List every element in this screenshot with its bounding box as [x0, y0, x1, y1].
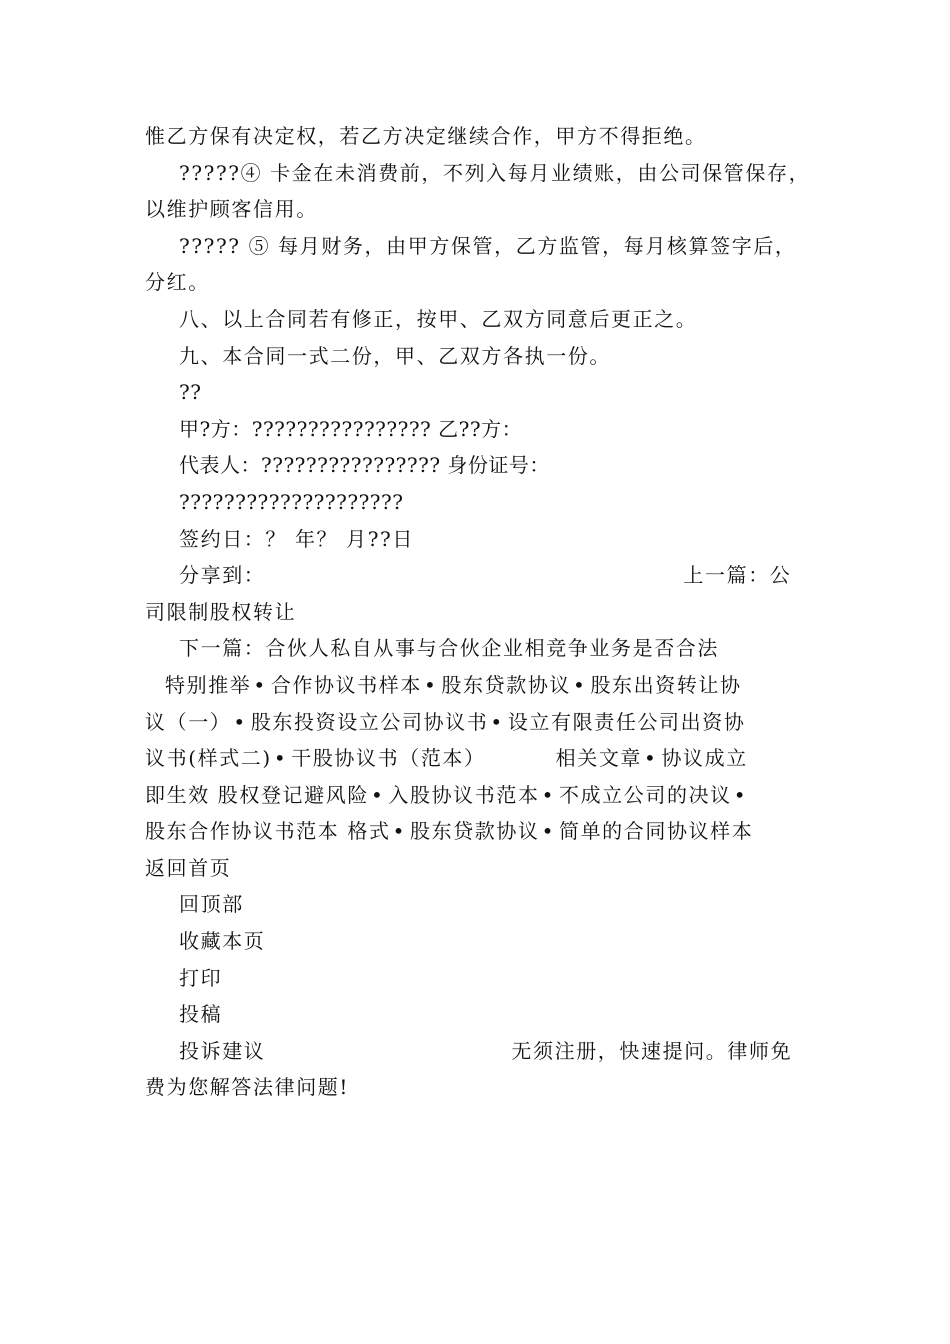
submit-article-link[interactable]: 投稿 [179, 1002, 223, 1027]
related-item[interactable]: 股东贷款协议 [409, 819, 540, 844]
related-label: 相关文章 [555, 746, 643, 771]
recommend-item[interactable]: 议（一） [145, 709, 232, 734]
related-item[interactable]: 即生效 股权登记避风险 [145, 782, 369, 807]
bullet: • [370, 782, 385, 807]
paragraph-line: 惟乙方保有决定权，若乙方决定继续合作，甲方不得拒绝。 [145, 124, 707, 148]
id-number-label: 身份证号： [447, 453, 550, 478]
bullet: • [573, 672, 587, 697]
recommend-item[interactable]: 股东出资转让协 [590, 672, 742, 697]
complaint-line [145, 1033, 807, 1070]
recommend-item[interactable]: 议书(样式二) [145, 746, 272, 771]
clause-nine: 九、本合同一式二份，甲、乙双方各执一份。 [179, 343, 611, 368]
signature-party-line [145, 411, 807, 448]
related-item[interactable]: 股东合作协议书范本 格式 [145, 819, 391, 844]
related-item[interactable]: 入股协议书范本 [388, 782, 540, 807]
share-label: 分享到： [179, 563, 266, 588]
related-item[interactable]: 简单的合同协议样本 [558, 819, 754, 844]
bullet: • [392, 819, 406, 844]
blank-line: ?? [179, 380, 202, 405]
clause-eight: 八、以上合同若有修正，按甲、乙双方同意后更正之。 [179, 306, 698, 331]
id-number-value: ???????????????????? [179, 489, 404, 514]
bullet: • [733, 782, 748, 807]
next-article-link[interactable]: 下一篇：合伙人私自从事与合伙企业相竞争业务是否合法 [179, 636, 719, 661]
recommend-line-3 [145, 740, 807, 777]
prev-article-link[interactable]: 上一篇：公 [683, 563, 792, 588]
promo-text-cont: 费为您解答法律问题! [145, 1075, 350, 1100]
recommend-line-1 [145, 667, 807, 704]
related-line-1 [145, 777, 807, 814]
home-link[interactable]: 返回首页 [145, 855, 232, 880]
related-item[interactable]: 不成立公司的决议 [558, 782, 732, 807]
related-line-2 [145, 813, 807, 850]
print-link[interactable]: 打印 [179, 965, 223, 990]
bullet: • [541, 819, 555, 844]
recommend-line-2 [145, 704, 807, 741]
recommend-item[interactable]: 合作协议书样本 [270, 672, 423, 697]
bullet: • [233, 709, 247, 734]
document-body [145, 118, 811, 1106]
bullet: • [424, 672, 438, 697]
bullet: • [490, 709, 504, 734]
recommend-item[interactable]: 设立有限责任公司出资协 [507, 709, 746, 734]
complaint-link[interactable]: 投诉建议 [179, 1038, 266, 1063]
share-line [145, 557, 807, 594]
party-b-label: 乙??方： [438, 416, 523, 441]
related-item[interactable]: 协议成立 [661, 746, 748, 771]
signature-rep-line [145, 447, 807, 484]
bullet: • [253, 672, 267, 697]
bullet: • [273, 746, 288, 771]
paragraph-line: 分红。 [145, 270, 210, 295]
party-a-label: 甲?方：???????????????? [179, 416, 439, 441]
back-to-top-link[interactable]: 回顶部 [179, 892, 244, 917]
recommend-item[interactable]: 干股协议书（范本） [291, 746, 486, 771]
recommend-item[interactable]: 股东贷款协议 [441, 672, 572, 697]
bullet: • [541, 782, 555, 807]
sign-date: 签约日：？ 年？ 月??日 [179, 526, 414, 551]
bullet: • [644, 746, 658, 771]
promo-text: 无须注册，快速提问。律师免 [511, 1038, 793, 1063]
bookmark-link[interactable]: 收藏本页 [179, 929, 266, 954]
paragraph-line: ????? ⑤ 每月财务，由甲方保管，乙方监管，每月核算签字后， [179, 233, 797, 258]
recommend-item[interactable]: 股东投资设立公司协议书 [250, 709, 489, 734]
recommend-label: 特别推举 [165, 672, 252, 697]
representative-label: 代表人：???????????????? [179, 453, 448, 478]
paragraph-line: 以维护顾客信用。 [145, 197, 318, 222]
paragraph-line: ?????④ 卡金在未消费前，不列入每月业绩账，由公司保管保存， [179, 160, 811, 185]
prev-article-link-cont[interactable]: 司限制股权转让 [145, 599, 297, 624]
